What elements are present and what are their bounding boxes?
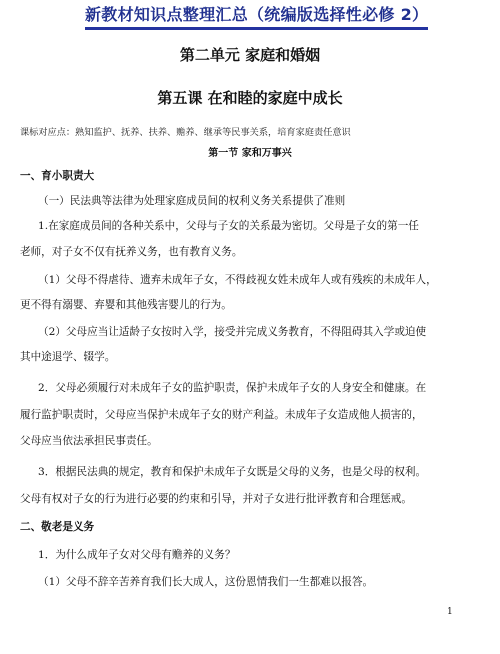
section-title: 第一节 家和万事兴	[208, 148, 292, 159]
heading-2: 二、敬老是义务	[20, 521, 95, 533]
question-line: 1．为什么成年子女对父母有赡养的义务？	[38, 549, 236, 561]
paragraph-line: 2．父母必须履行对未成年子女的监护职责，保护未成年子女的人身安全和健康。在	[38, 382, 427, 394]
page-number: 1	[447, 607, 453, 617]
document-banner-title: 新教材知识点整理汇总（统编版选择性必修 2）	[85, 2, 428, 30]
paragraph-line: （2）父母应当让适龄子女按时入学，接受并完成义务教育，不得阻碍其入学或迫使	[38, 326, 427, 338]
unit-title: 第二单元 家庭和婚姻	[179, 46, 321, 64]
paragraph-line: 父母有权对子女的行为进行必要的约束和引导，并对子女进行批评教育和合理惩戒。	[20, 493, 412, 505]
paragraph-line: 老师，对子女不仅有抚养义务，也有教育义务。	[20, 246, 243, 258]
paragraph-line: （1）父母不辞辛苦养育我们长大成人，这份恩情我们一生都难以报答。	[38, 576, 374, 588]
paragraph-line: 3．根据民法典的规定，教育和保护未成年子女既是父母的义务，也是父母的权利。	[38, 466, 427, 478]
curriculum-standard: 课标对应点：熟知监护、抚养、扶养、赡养、继承等民事关系，培育家庭责任意识	[20, 127, 351, 138]
paragraph-line: 1.在家庭成员间的各种关系中，父母与子女的关系最为密切。父母是子女的第一任	[38, 220, 419, 232]
heading-1: 一、育小职责大	[20, 170, 95, 182]
paragraph-line: 父母应当依法承担民事责任。	[20, 435, 158, 447]
paragraph-line: 更不得有溺婴、弃婴和其他残害婴儿的行为。	[20, 299, 232, 311]
lesson-title: 第五课 在和睦的家庭中成长	[157, 89, 343, 107]
paragraph-line: （1）父母不得虐待、遗弃未成年子女，不得歧视女姓未成年人或有残疾的未成年人，	[38, 274, 437, 286]
paragraph-line: 履行监护职责时，父母应当保护未成年子女的财产利益。未成年子女造成他人损害的，	[20, 409, 423, 421]
paragraph-line: 其中途退学、辍学。	[20, 351, 116, 363]
subheading-1: （一）民法典等法律为处理家庭成员间的权利义务关系提供了准则	[38, 195, 346, 207]
